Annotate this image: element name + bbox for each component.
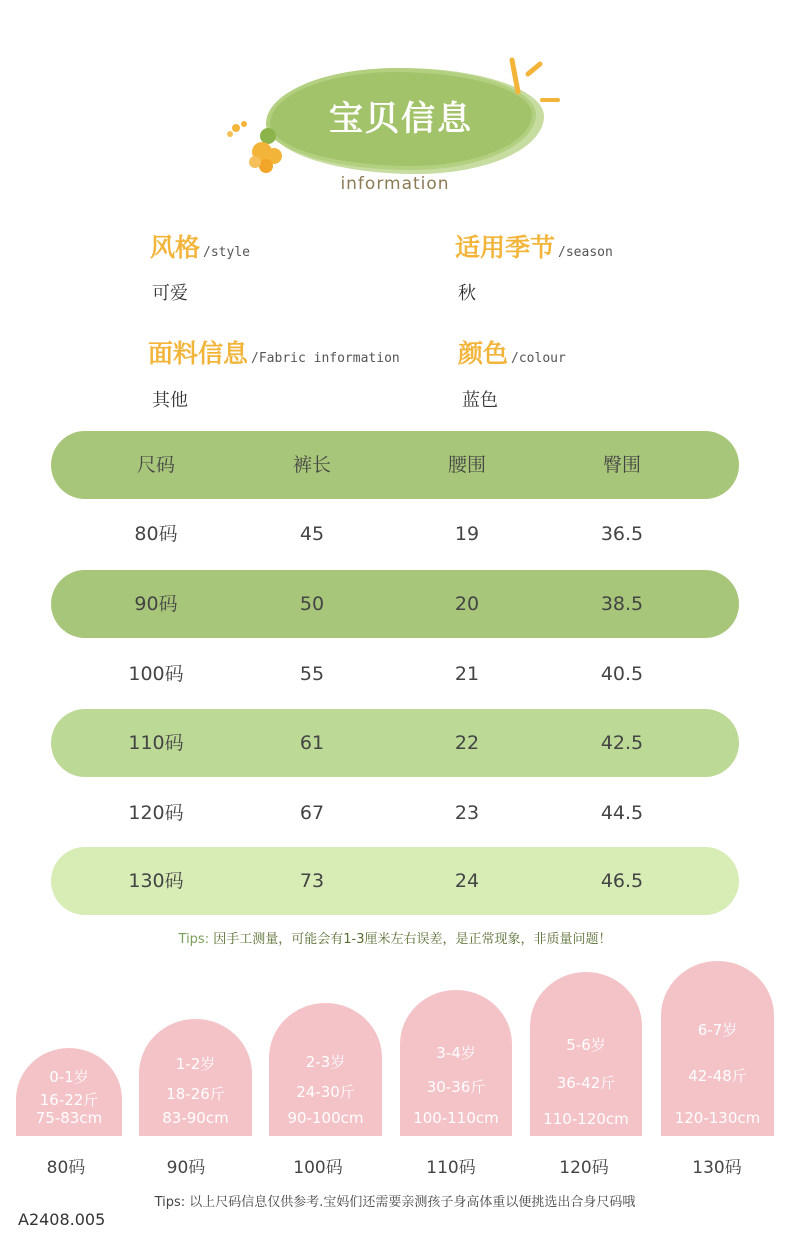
weight-range: 36-42斤 (556, 1074, 616, 1092)
page-title: 宝贝信息 (329, 99, 473, 139)
cell-size: 120码 (128, 802, 184, 824)
age-range: 3-4岁 (436, 1044, 476, 1062)
cell-length: 73 (299, 870, 325, 892)
age-range: 6-7岁 (697, 1021, 738, 1039)
info-season-title: 适用季节 /season (455, 233, 613, 262)
age-card-110 (400, 990, 512, 1136)
info-season-value: 秋 (458, 283, 476, 304)
weight-range: 30-36斤 (426, 1078, 486, 1096)
cell-size: 130码 (128, 870, 184, 892)
flower-icon (222, 112, 292, 178)
cell-size: 80码 (134, 523, 178, 545)
age-range: 1-2岁 (175, 1055, 216, 1073)
cell-hip: 40.5 (600, 663, 644, 685)
age-card-100 (269, 1003, 382, 1136)
cell-length: 50 (299, 593, 325, 615)
header-length: 裤长 (292, 454, 331, 476)
cell-waist: 19 (454, 523, 480, 545)
age-size-label: 120码 (559, 1158, 609, 1178)
weight-range: 42-48斤 (688, 1067, 747, 1085)
age-card-90 (139, 1019, 252, 1136)
height-range: 100-110cm (413, 1109, 499, 1127)
cell-hip: 42.5 (600, 732, 644, 754)
header-hip: 臀围 (602, 454, 641, 476)
age-size-label: 130码 (692, 1158, 742, 1178)
age-card-80 (16, 1048, 122, 1136)
height-range: 120-130cm (674, 1109, 761, 1127)
table-row (51, 500, 739, 568)
age-size-label: 100码 (293, 1158, 343, 1178)
header-waist: 腰围 (447, 454, 486, 476)
age-size-label: 80码 (46, 1158, 86, 1178)
cell-hip: 36.5 (600, 523, 644, 545)
cell-waist: 24 (454, 870, 480, 892)
measurement-tip: Tips: 因手工测量，可能会有1-3厘米左右误差，是正常现象，非质量问题！ (178, 932, 612, 947)
age-size-label: 90码 (166, 1158, 206, 1178)
header-size: 尺码 (136, 454, 175, 476)
weight-range: 16-22斤 (39, 1091, 99, 1109)
height-range: 83-90cm (162, 1109, 229, 1127)
info-style-value: 可爱 (152, 283, 188, 304)
cell-size: 90码 (134, 593, 178, 615)
reference-tip: Tips: 以上尺码信息仅供参考.宝妈们还需要亲测孩子身高体重以便挑选出合身尺码哦 (154, 1195, 636, 1210)
table-row (51, 779, 739, 847)
cell-waist: 20 (454, 593, 480, 615)
table-header (51, 431, 739, 499)
wheat-icon (498, 56, 568, 116)
table-row (51, 640, 739, 708)
age-size-label: 110码 (426, 1158, 476, 1178)
cell-hip: 38.5 (600, 593, 644, 615)
weight-range: 18-26斤 (166, 1085, 225, 1103)
table-row (51, 709, 739, 777)
age-range: 5-6岁 (566, 1036, 606, 1054)
height-range: 110-120cm (543, 1110, 629, 1128)
age-card-130 (661, 961, 774, 1136)
info-style-title: 风格 /style (150, 233, 250, 262)
info-colour-title: 颜色 /colour (458, 339, 566, 368)
age-range: 2-3岁 (305, 1053, 346, 1071)
age-range: 0-1岁 (49, 1068, 89, 1086)
cell-length: 67 (299, 802, 325, 824)
age-card-120 (530, 972, 642, 1136)
height-range: 75-83cm (35, 1109, 103, 1127)
table-row (51, 847, 739, 915)
info-fabric-value: 其他 (152, 390, 188, 411)
cell-waist: 21 (454, 663, 480, 685)
weight-range: 24-30斤 (296, 1083, 355, 1101)
product-code: A2408.005 (18, 1210, 106, 1229)
cell-waist: 22 (454, 732, 480, 754)
cell-length: 55 (299, 663, 325, 685)
info-fabric-title: 面料信息 /Fabric information (148, 339, 400, 368)
table-row (51, 570, 739, 638)
info-colour-value: 蓝色 (462, 390, 498, 411)
cell-waist: 23 (454, 802, 480, 824)
cell-hip: 46.5 (600, 870, 644, 892)
cell-size: 100码 (128, 663, 184, 685)
cell-hip: 44.5 (600, 802, 644, 824)
cell-length: 61 (299, 732, 325, 754)
cell-size: 110码 (128, 732, 184, 754)
page-subtitle: information (340, 174, 450, 194)
height-range: 90-100cm (287, 1109, 364, 1127)
cell-length: 45 (299, 523, 325, 545)
